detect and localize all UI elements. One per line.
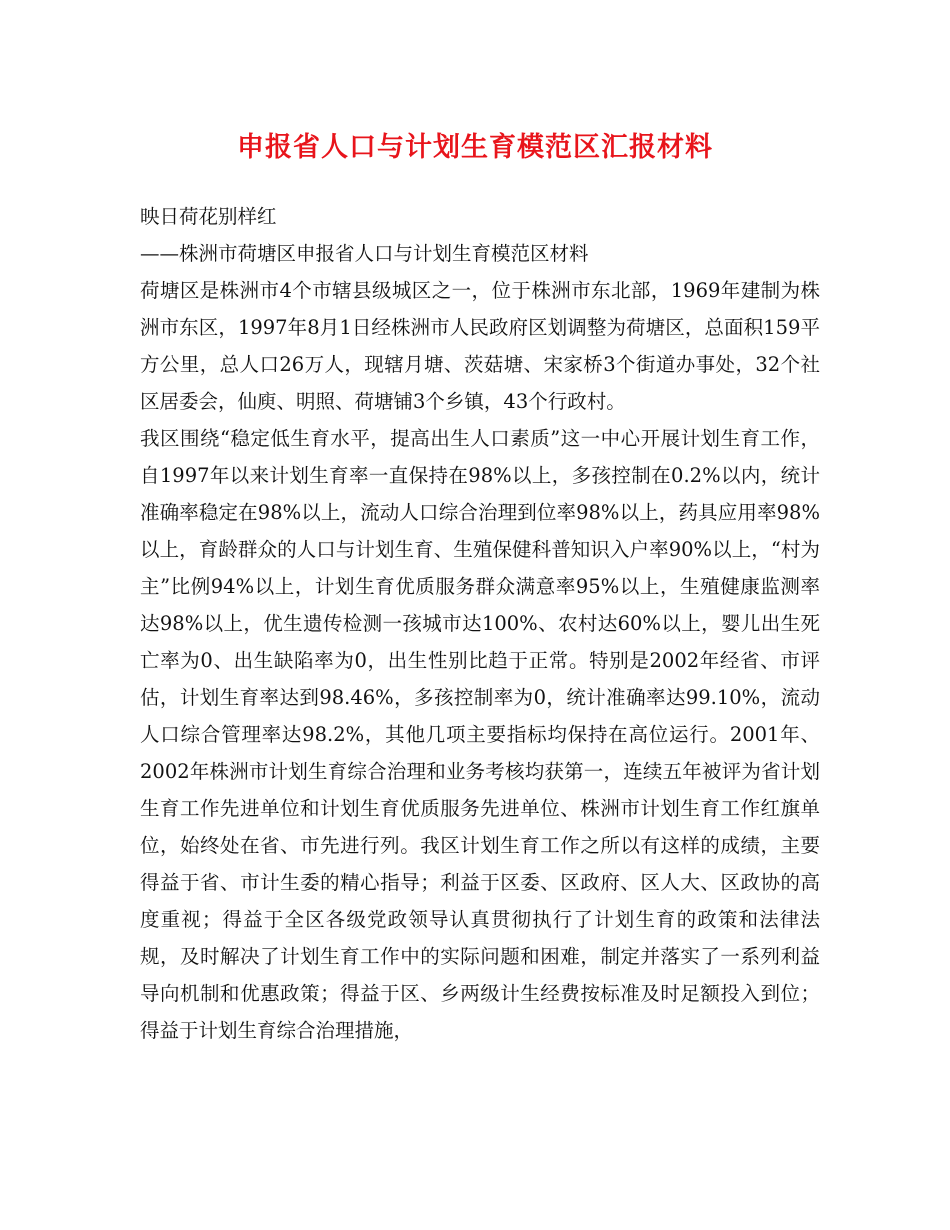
document-subtitle: 映日荷花别样红 <box>140 205 277 228</box>
document-body <box>140 198 820 1049</box>
document-byline: ——株洲市荷塘区申报省人口与计划生育模范区材料 <box>140 242 589 265</box>
document-title: 申报省人口与计划生育模范区汇报材料 <box>237 132 713 163</box>
paragraph-district-overview: 荷塘区是株洲市4个市辖县级城区之一，位于株洲市东北部，1969年建制为株洲市东区，1997年8月1日经株洲市人民政府区划调整为荷塘区，总面积159平方公里，总人口26万人，现辖月塘、茨菇塘、宋家桥3个街道办事处，32个社区居委会，仙庾、明照、荷塘铺3个乡镇，43个行政村。 <box>140 279 820 413</box>
paragraph-family-planning-work: 我区围绕“稳定低生育水平，提高出生人口素质”这一中心开展计划生育工作，自1997年以来计划生育率一直保持在98%以上，多孩控制在0.2%以内，统计准确率稳定在98%以上，流动人口综合治理到位率98%以上，药具应用率98%以上，育龄群众的人口与计划生育、生殖保健科普知识入户率90%以上，“村为主”比例94%以上，计划生育优质服务群众满意率95%以上，生殖健康监测率达98%以上，优生遗传检测一孩城市达100%、农村达60%以上，婴儿出生死亡率为0、出生缺陷率为0，出生性别比趋于正常。特别是2002年经省、市评估，计划生育率达到98.46%，多孩控制率为0，统计准确率达99.10%，流动人口综合管理率达98.2%，其他几项主要指标均保持在高位运行。2001年、2002年株洲市计划生育综合治理和业务考核均获第一，连续五年被评为省计划生育工作先进单位和计划生育优质服务先进单位、株洲市计划生育工作红旗单位，始终处在省、市先进行列。我区计划生育工作之所以有这样的成绩，主要得益于省、市计生委的精心指导；利益于区委、区政府、区人大、区政协的高度重视；得益于全区各级党政领导认真贯彻执行了计划生育的政策和法律法规，及时解决了计划生育工作中的实际问题和困难，制定并落实了一系列利益导向机制和优惠政策；得益于区、乡两级计生经费按标准及时足额投入到位；得益于计划生育综合治理措施， <box>140 427 820 1042</box>
